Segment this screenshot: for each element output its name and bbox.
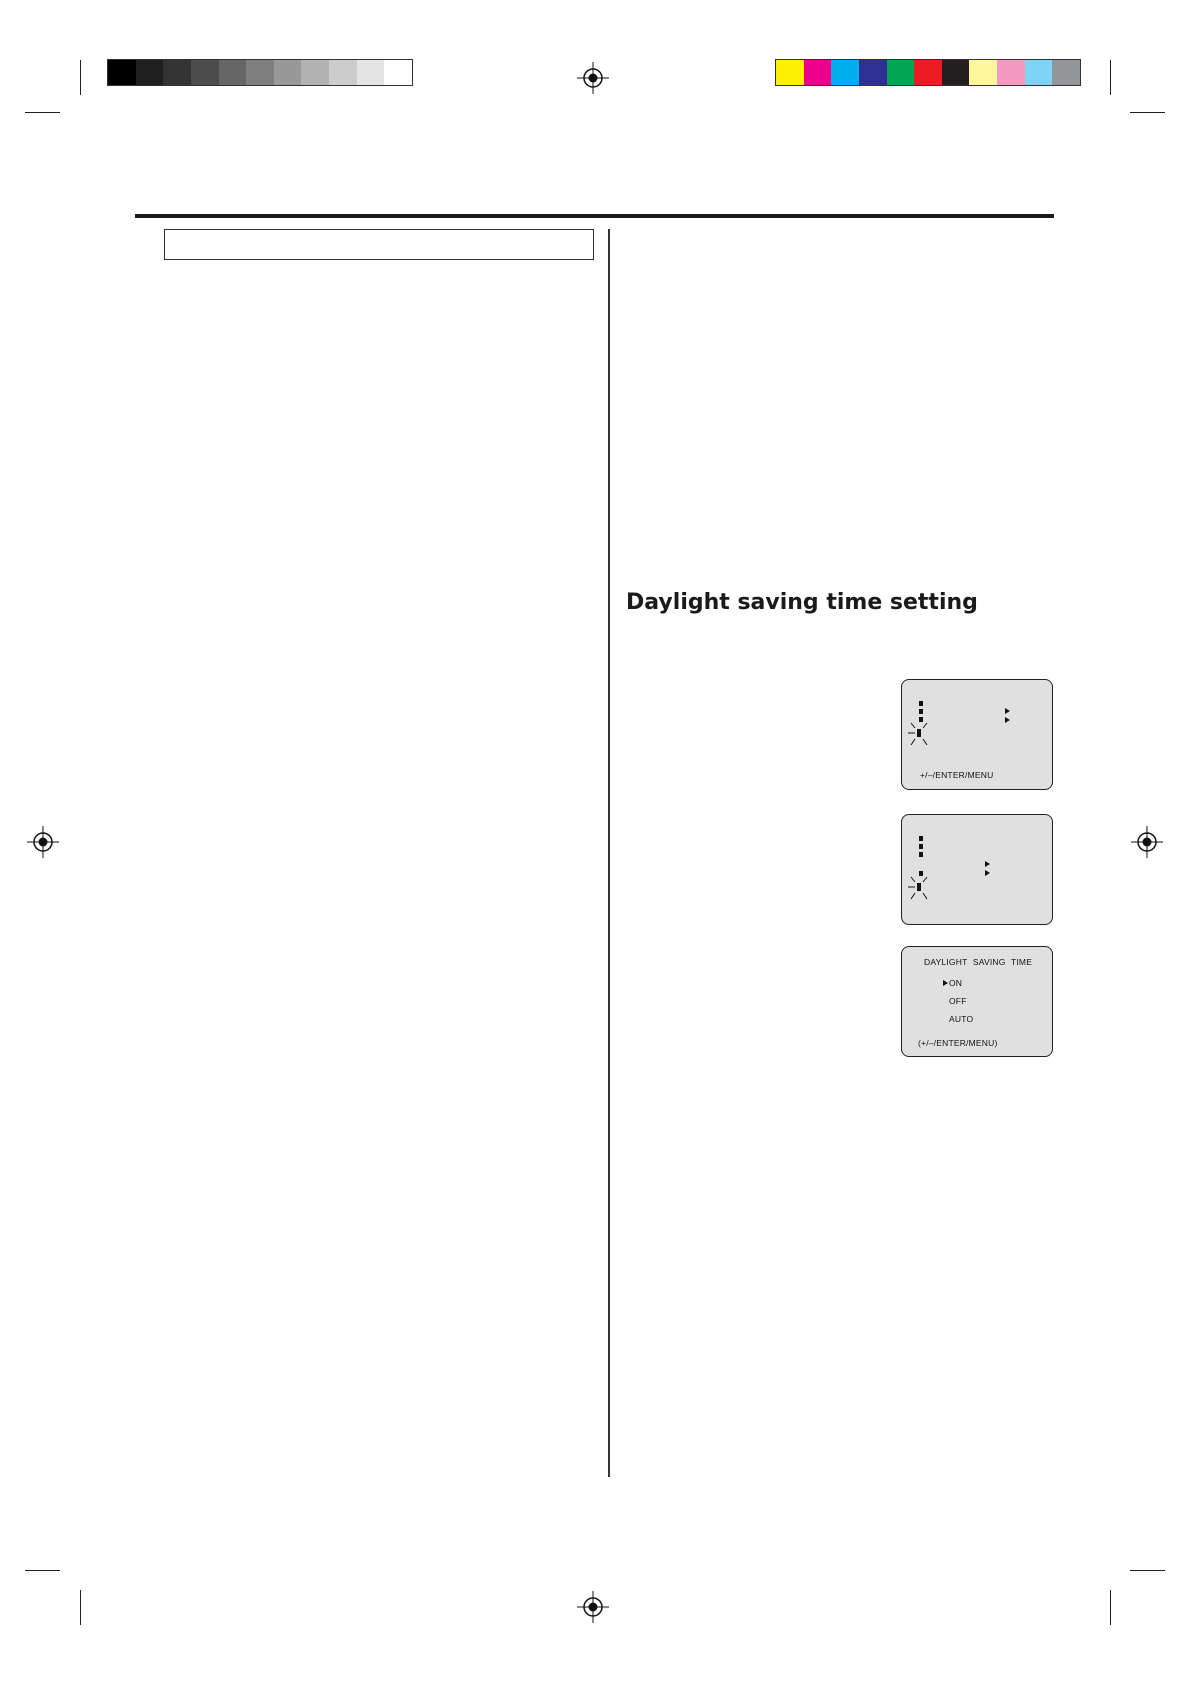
registration-target-icon [577, 1591, 609, 1623]
osd-screen-3 [901, 946, 1053, 1057]
registration-target-icon [577, 62, 609, 94]
osd-option-off[interactable]: OFF [949, 996, 967, 1006]
color-swatch [914, 60, 942, 85]
osd-option-auto[interactable]: AUTO [949, 1014, 974, 1024]
color-swatch [969, 60, 997, 85]
gray-swatch [329, 60, 357, 85]
crop-mark-bottom-right-v [1110, 1590, 1111, 1625]
dotted-column-icon [919, 836, 923, 841]
color-calibration-bar [775, 59, 1081, 86]
color-swatch [859, 60, 887, 85]
dotted-column-icon [919, 701, 923, 706]
gray-swatch [108, 60, 136, 85]
crop-mark-bottom-left-v [80, 1590, 81, 1625]
gray-swatch [301, 60, 329, 85]
crop-mark-bottom-left-h [25, 1570, 60, 1571]
color-swatch [942, 60, 970, 85]
arrow-right-icon [985, 870, 990, 876]
section-title: Daylight saving time setting [626, 590, 978, 615]
gray-swatch [274, 60, 302, 85]
osd-screen-2 [901, 814, 1053, 925]
color-swatch [887, 60, 915, 85]
gray-swatch [246, 60, 274, 85]
column-divider [608, 229, 610, 1477]
registration-target-icon [27, 826, 59, 858]
grayscale-calibration-bar [107, 59, 413, 86]
gray-swatch [219, 60, 247, 85]
crop-mark-bottom-right-h [1130, 1570, 1165, 1571]
crop-mark-top-left-h [25, 112, 60, 113]
osd-option-on[interactable]: ON [949, 978, 963, 988]
gray-swatch [191, 60, 219, 85]
osd-footer: +/–/ENTER/MENU [920, 770, 994, 780]
color-swatch [997, 60, 1025, 85]
arrow-right-icon [1005, 708, 1010, 714]
crop-mark-top-left-v [80, 60, 81, 95]
dotted-column-icon [919, 844, 923, 849]
registration-target-icon [1131, 826, 1163, 858]
osd-screen-1 [901, 679, 1053, 790]
flashing-cursor-icon [908, 876, 930, 900]
gray-swatch [163, 60, 191, 85]
color-swatch [831, 60, 859, 85]
gray-swatch [136, 60, 164, 85]
crop-mark-top-right-v [1110, 60, 1111, 95]
empty-heading-box [164, 229, 594, 260]
arrow-right-icon [985, 861, 990, 867]
color-swatch [804, 60, 832, 85]
arrow-right-icon [1005, 717, 1010, 723]
color-swatch [1025, 60, 1053, 85]
gray-swatch [357, 60, 385, 85]
dotted-column-icon [919, 852, 923, 857]
osd-menu-title: DAYLIGHT SAVING TIME [924, 957, 1033, 967]
dotted-column-icon [919, 709, 923, 714]
gray-swatch [384, 60, 412, 85]
color-swatch [776, 60, 804, 85]
color-swatch [1052, 60, 1080, 85]
selection-arrow-icon [943, 980, 948, 986]
osd-footer: (+/–/ENTER/MENU) [918, 1038, 998, 1048]
header-rule [135, 214, 1054, 218]
flashing-cursor-icon [908, 722, 930, 746]
crop-mark-top-right-h [1130, 112, 1165, 113]
